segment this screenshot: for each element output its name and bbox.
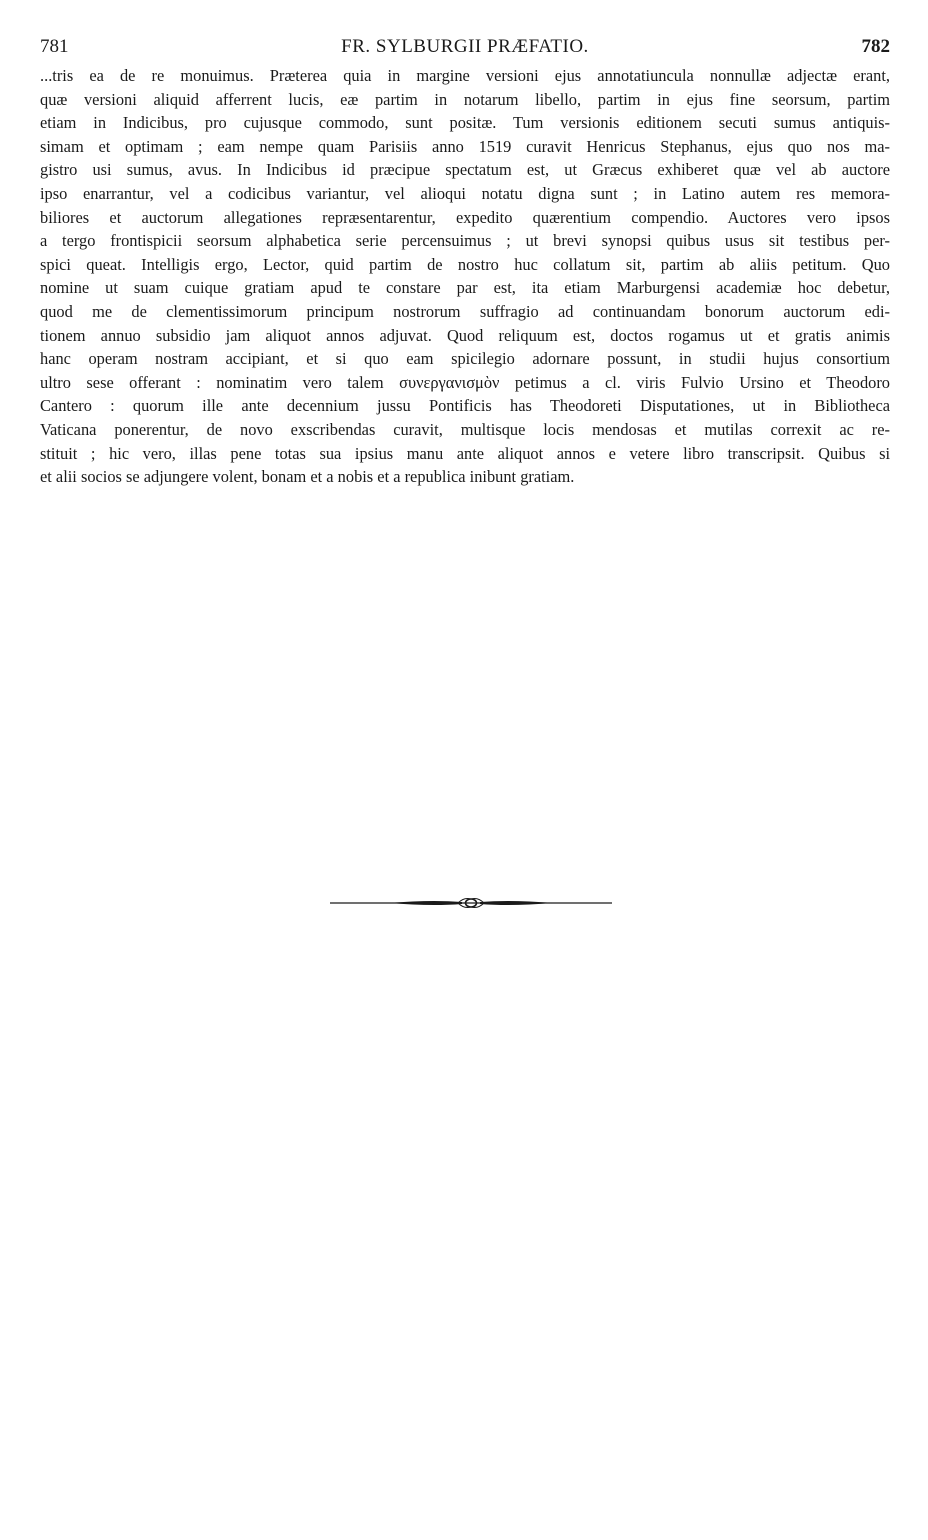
text-line: tionem annuo subsidio jam aliquot annos adjuvat. Quod reliquum est, doctos rogamus ut et gratis animis xyxy=(40,325,890,345)
text-line: ipso enarrantur, vel a codicibus variantur, vel alioqui notatu digna sunt ; in Latino autem res memora- xyxy=(40,183,890,203)
body-text xyxy=(40,64,890,489)
text-line: Vaticana ponerentur, de novo exscribendas curavit, multisque locis mendosas et mutilas correxit ac re- xyxy=(40,419,890,439)
page-title: FR. SYLBURGII PRÆFATIO. xyxy=(341,36,589,57)
text-line: quæ versioni aliquid afferrent lucis, eæ partim in notarum libello, partim in ejus fine seorsum, partim xyxy=(40,89,890,109)
text-line: hanc operam nostram accipiant, et si quo eam spicilegio adornare possunt, in studii hujus consortium xyxy=(40,349,890,369)
text-line: a tergo frontispicii seorsum alphabetica serie percensuimus ; ut brevi synopsi quibus usus sit testibus per- xyxy=(40,231,890,251)
page-number-right: 782 xyxy=(861,36,890,57)
text-line: quod me de clementissimorum principum nostrorum suffragio ad continuandam bonorum auctorum edi- xyxy=(40,301,890,321)
text-line: ...tris ea de re monuimus. Præterea quia in margine versioni ejus annotatiuncula nonnullæ adjectæ erant, xyxy=(40,66,890,85)
text-line: etiam in Indicibus, pro cujusque commodo, sunt positæ. Tum versionis editionem secuti sumus antiquis- xyxy=(40,113,890,133)
ornament-rule-icon xyxy=(330,894,612,912)
running-head xyxy=(40,34,890,60)
text-line: ultro sese offerant : nominatim vero talem συνεργανισμὸν petimus a cl. viris Fulvio Ursino et Theodoro xyxy=(40,372,890,392)
text-line: Cantero : quorum ille ante decennium jussu Pontificis has Theodoreti Disputationes, ut in Bibliotheca xyxy=(40,396,890,416)
text-line: gistro usi sumus, avus. In Indicibus id præcipue spectatum est, ut Græcus exhiberet quæ vel ab auctore xyxy=(40,160,890,180)
page-number-left: 781 xyxy=(40,36,69,57)
text-line-last: et alii socios se adjungere volent, bonam et a nobis et a republica inibunt gratiam. xyxy=(40,467,575,487)
text-line: nomine ut suam cuique gratiam apud te constare par est, ita etiam Marburgensi academiæ hoc debetur, xyxy=(40,278,890,298)
text-line: spici queat. Intelligis ergo, Lector, quid partim de nostro huc collatum sit, partim ab aliis petitum. Quo xyxy=(40,254,890,274)
text-line: biliores et auctorum allegationes repræsentarentur, expedito quærentium compendio. Auctores vero ipsos xyxy=(40,207,890,227)
text-line: simam et optimam ; eam nempe quam Parisiis anno 1519 curavit Henricus Stephanus, ejus quo nos ma- xyxy=(40,136,890,156)
text-line: stituit ; hic vero, illas pene totas sua ipsius manu ante aliquot annos e vetere libro transcripsit. Quibus si xyxy=(40,443,890,463)
